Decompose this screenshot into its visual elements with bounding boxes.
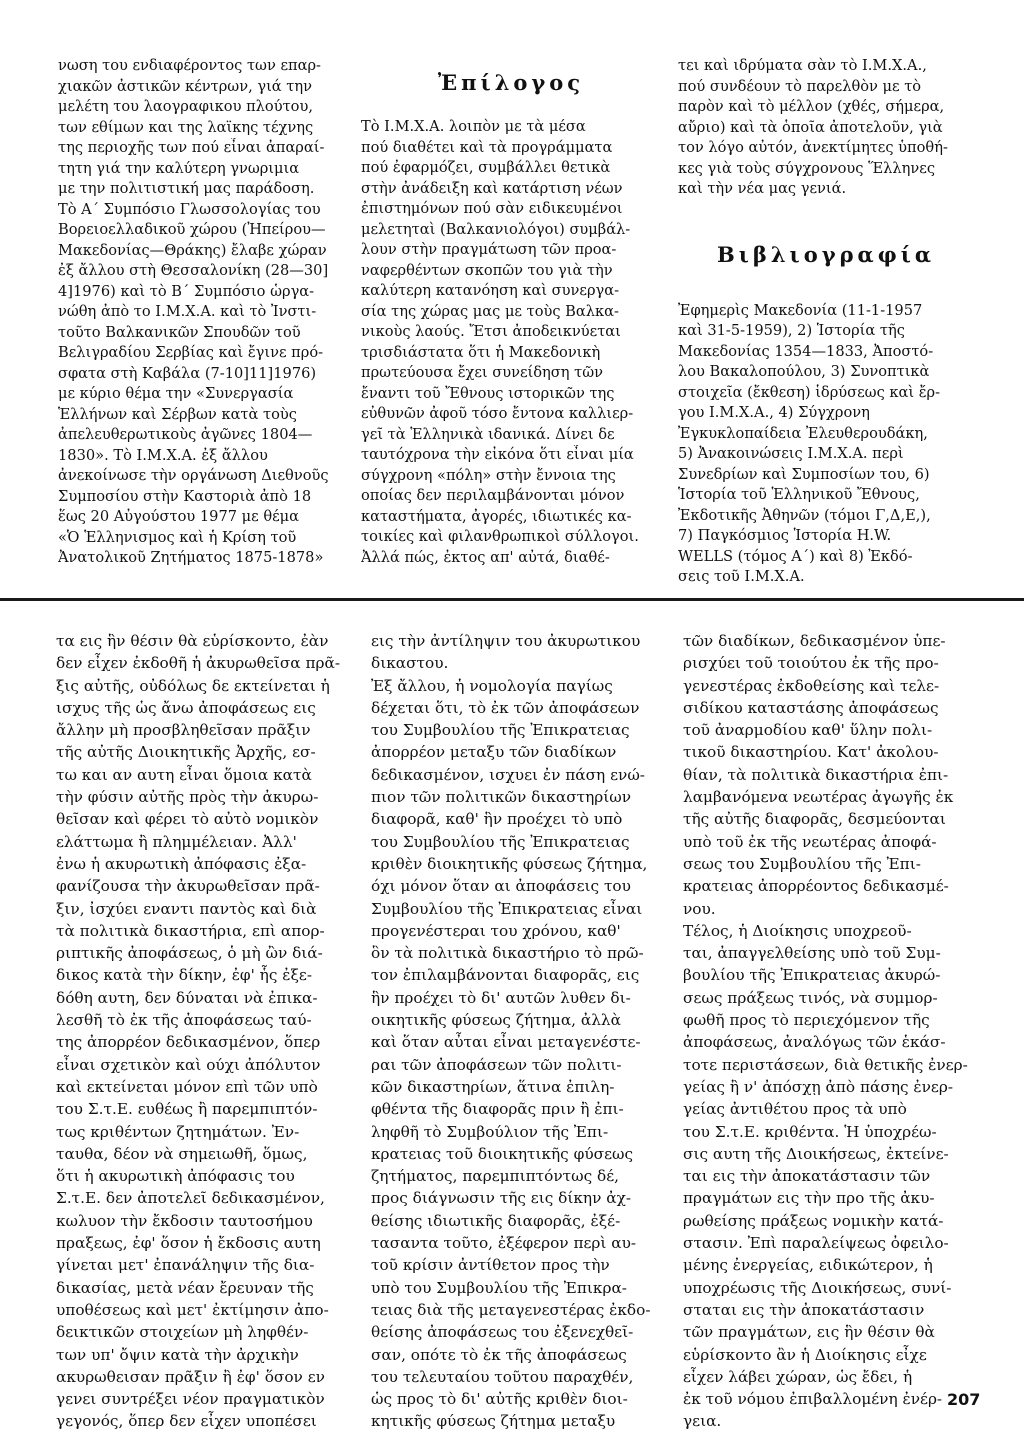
text-line: Τὸ Ι.Μ.Χ.Α. λοιπὸν με τὰ μέσα <box>361 118 586 135</box>
text-line: του Συμβουλίου τῆς Ἐπικρατειας <box>371 721 630 740</box>
text-line: με κύριο θέμα την «Συνεργασία <box>58 385 294 402</box>
text-line: λαμβανόμενα νεωτέρας ἀγωγῆς ἐκ <box>683 788 954 807</box>
text-line: ξιν, ἰσχύει εναντι παντὸς καὶ διὰ <box>56 899 317 918</box>
text-line: των εθίμων και της λαϊκης τέχνης <box>58 118 314 136</box>
text-line: Ἐφημερὶς Μακεδονία (11-1-1957 <box>678 301 923 319</box>
text-line: Συμποσίου στὴν Καστοριὰ ἀπὸ 18 <box>58 487 312 505</box>
text-line: γείας ἀντιθέτου προς τὰ υπὸ <box>683 1100 907 1119</box>
text-line: τω και αν αυτη εἶναι ὅμοια κατὰ <box>56 765 312 784</box>
epilogue-continuation <box>678 56 974 200</box>
text-line: ἐπιστημόνων πού σὰν ειδικευμένοι <box>361 200 623 217</box>
epilogue-heading: Ἐπίλογος <box>437 70 585 95</box>
text-line: Μακεδονίας—Θράκης) ἔλαβε χώραν <box>58 241 327 259</box>
top-column-1 <box>58 56 343 569</box>
text-line: της ἀπορρέον δεδικασμένον, ὅπερ <box>56 1033 321 1052</box>
text-line: εὐθυνῶν ἀφοῦ τόσο ἔντονα καλλιερ- <box>361 405 634 422</box>
text-line: πού συνδέουν τὸ παρελθὸν με τὸ <box>678 77 922 95</box>
text-line: τοῦ κρίσιν ἀντίθετον προς τὴν <box>371 1256 610 1275</box>
text-line: τοτε περιστάσεων, διὰ θετικῆς ἐνερ- <box>683 1055 968 1074</box>
text-line: δικασίας, μετὰ νέαν ἔρευναν τῆς <box>56 1278 314 1297</box>
text-line: ἐκ τοῦ νόμου ἐπιβαλλομένη ἐνέρ- <box>683 1390 943 1409</box>
text-line: μένης ἐνεργείας, ειδικώτερον, ἡ <box>683 1256 933 1275</box>
text-line: υπὸ τοῦ ἐκ τῆς νεωτέρας ἀποφά- <box>683 832 937 851</box>
text-line: στοιχεῖα (ἔκθεση) ἱδρύσεως καὶ ἔρ- <box>678 383 941 401</box>
text-line: τὴν φύσιν αὐτῆς πρὸς τὴν ἀκυρω- <box>56 788 319 807</box>
text-line: όχι μόνον ὅταν αι ἀποφάσεις του <box>371 877 631 896</box>
text-line: τῶν πραγμάτων, εις ἣν θέσιν θὰ <box>683 1323 935 1342</box>
text-line: πρωτεύουσα ἔχει συνείδηση τῶν <box>361 364 603 381</box>
text-line: Μακεδονίας 1354—1833, Ἀποστό- <box>678 342 934 360</box>
text-line: 1830». Τὸ Ι.Μ.Χ.Α. ἐξ ἄλλου <box>58 446 268 464</box>
bibliography-list <box>678 301 974 588</box>
text-line: ἕως 20 Αὐγούστου 1977 με θέμα <box>58 508 300 525</box>
text-line: εις τὴν ἀντίληψιν του ἀκυρωτικου <box>371 632 641 650</box>
text-line: δόθη αυτη, δεν δύναται νὰ ἐπικα- <box>56 988 318 1007</box>
text-line: σαν, οπότε τὸ ἐκ τῆς ἀποφάσεως <box>371 1345 627 1364</box>
text-line: ὃν τὰ πολιτικὰ δικαστήριο τὸ πρῶ- <box>371 944 644 963</box>
text-line: του Σ.τ.Ε. ευθέως ἢ παρεμπιπτόν- <box>56 1100 318 1119</box>
text-line: 5) Ἀνακοινώσεις Ι.Μ.Χ.Α. περὶ <box>678 445 904 462</box>
text-line: ξις αὐτῆς, οὐδόλως δε εκτείνεται ἡ <box>56 676 330 695</box>
text-line: θείσης ἀποφάσεως του ἐξενεχθεῖ- <box>371 1323 634 1342</box>
text-line: ἔναντι τοῦ Ἔθνους ιστορικῶν της <box>361 384 615 402</box>
text-line: τα εις ἣν θέσιν θὰ εὑρίσκοντο, ἐὰν <box>56 632 329 650</box>
text-line: γενει συντρέξει νέον πραγματικὸν <box>56 1390 325 1409</box>
text-line: καὶ 31-5-1959), 2) Ἱστορία τῆς <box>678 322 905 339</box>
text-line: ὅτι ἡ ακυρωτικὴ ἀπόφασις του <box>56 1167 295 1186</box>
text-line: αὔριο) καὶ τὰ ὁποῖα ἀποτελοῦν, γιὰ <box>678 118 943 136</box>
text-line: τοῦτο Βαλκανικῶν Σπουδῶν τοῦ <box>58 323 301 341</box>
text-line: ριπτικῆς ἀποφάσεως, ὁ μὴ ὢν διά- <box>56 944 323 963</box>
text-line: πιον τῶν πολιτικῶν δικαστηρίων <box>371 788 632 807</box>
text-line: Συμβουλίου τῆς Ἐπικρατειας εἶναι <box>371 899 643 918</box>
text-line: ρισχύει τοῦ τοιούτου ἐκ τῆς προ- <box>683 654 939 673</box>
text-line: κῶν δικαστηρίων, ἅτινα ἐπιλη- <box>371 1077 615 1096</box>
text-line: ακυρωθεισαν πρᾶξιν ἢ ἐφ' ὅσον εν <box>56 1367 325 1386</box>
text-line: Βορειοελλαδικοῦ χώρου (Ἠπείρου— <box>58 221 326 238</box>
text-line: προγενέστεραι του χρόνου, καθ' <box>371 921 621 940</box>
text-line: γεῖ τὰ Ἑλληνικὰ ιδανικά. Δίνει δε <box>361 425 615 443</box>
text-line: θεῖσαν καὶ φέρει τὸ αὐτὸ νομικὸν <box>56 810 319 829</box>
text-line: δικος κατὰ τὴν δίκην, ἐφ' ἧς ἐξε- <box>56 966 313 985</box>
text-line: Σ.τ.Ε. δεν ἀποτελεῖ δεδικασμένον, <box>56 1189 325 1208</box>
text-line: ἄλλην μὴ προσβληθεῖσαν πρᾶξιν <box>56 721 311 740</box>
text-line: νωση του ενδιαφέροντος των επαρ- <box>58 57 321 74</box>
text-line: νώθη ἀπὸ το Ι.Μ.Χ.Α. καὶ τὸ Ἰνστι- <box>58 303 317 320</box>
text-line: Ἐκδοτικῆς Ἀθηνῶν (τόμοι Γ,Δ,Ε,), <box>678 506 931 524</box>
text-line: με την πολιτιστική μας παράδοση. <box>58 180 315 197</box>
text-line: Τέλος, ἡ Διοίκησις υποχρεοῦ- <box>683 921 912 940</box>
text-line: Βελιγραδίου Σερβίας καὶ ἔγινε πρό- <box>58 344 324 361</box>
text-line: εὑρίσκοντο ἂν ἡ Διοίκησις εἶχε <box>683 1345 927 1364</box>
text-line: τει καὶ ιδρύματα σὰν τὸ Ι.Μ.Χ.Α., <box>678 57 927 74</box>
text-line: ραι τῶν ἀποφάσεων τῶν πολιτι- <box>371 1055 622 1074</box>
text-line: υποχρέωσις τῆς Διοικήσεως, συνί- <box>683 1278 952 1297</box>
text-line: ρωθείσης πράξεως νομικὴν κατά- <box>683 1211 944 1230</box>
text-line: γείας ἢ ν' ἀπόσχῃ ἀπὸ πάσης ἐνερ- <box>683 1077 954 1096</box>
text-line: υποθέσεως καὶ μετ' ἐκτίμησιν ἀπο- <box>56 1300 329 1319</box>
text-line: σιδίκου καταστάσης ἀποφάσεως <box>683 698 939 717</box>
text-line: τρισδιάστατα ὅτι ἡ Μακεδονικὴ <box>361 343 601 361</box>
text-line: Ἐξ ἄλλου, ἡ νομολογία παγίως <box>371 676 613 695</box>
text-line: Ἐγκυκλοπαίδεια Ἐλευθερουδάκη, <box>678 424 928 442</box>
text-line: καὶ τὴν νέα μας γενιά. <box>678 180 847 197</box>
page-number: 207 <box>947 1390 981 1409</box>
text-line: λου Βακαλοπούλου, 3) Συνοπτικὰ <box>678 363 930 380</box>
text-line: γενεστέρας ἐκδοθείσης καὶ τελε- <box>683 676 940 695</box>
text-line: ται, ἀπαγγελθείσης υπὸ τοῦ Συμ- <box>683 944 941 963</box>
text-line: βουλίου τῆς Ἐπικρατειας ἀκυρώ- <box>683 966 941 985</box>
text-line: οικητικῆς φύσεως ζήτημα, ἀλλὰ <box>371 1011 621 1030</box>
text-line: της περιοχῆς των πού εἶναι ἀπαραί- <box>58 139 325 156</box>
bibliography-heading: Βιβλιογραφία <box>716 241 936 267</box>
text-line: πραγμάτων εις τὴν προ τῆς ἀκυ- <box>683 1189 935 1208</box>
text-line: τασαντα τοῦτο, ἐξέφερον περὶ αυ- <box>371 1234 637 1253</box>
text-line: σία της χώρας μας με τοὺς Βαλκα- <box>361 302 619 320</box>
text-line: σεως πράξεως τινός, νὰ συμμορ- <box>683 988 938 1007</box>
text-line: πού διαθέτει καὶ τὰ προγράμματα <box>361 138 613 156</box>
text-line: υπὸ του Συμβουλίου τῆς Ἐπικρα- <box>371 1278 627 1297</box>
top-column-3 <box>678 56 974 588</box>
text-line: μελετηταὶ (Βαλκανιολόγοι) συμβάλ- <box>361 220 631 238</box>
text-line: δεδικασμένον, ισχυει ἐν πάση ενώ- <box>371 765 645 784</box>
top-column-2 <box>361 70 661 568</box>
text-line: ναφερθέντων σκοπῶν του γιὰ τὴν <box>361 261 613 279</box>
text-line: δεικτικῶν στοιχείων μὴ ληφθέν- <box>56 1323 309 1342</box>
text-line: τον ἐπιλαμβάνονται διαφορᾶς, εις <box>371 966 640 985</box>
text-line: του τελευταίου τοῦτου παραχθέν, <box>371 1367 634 1386</box>
text-line: ζητήματος, παρεμπιπτόντως δέ, <box>371 1167 619 1186</box>
text-line: ὡς προς τὸ δι' αὐτῆς κριθὲν διοι- <box>371 1390 628 1409</box>
text-line: του Συμβουλίου τῆς Ἐπικρατειας <box>371 832 630 851</box>
text-line: τοικίες καὶ φιλανθρωπικοὶ σύλλογοι. <box>361 528 639 545</box>
text-line: ἀνεκοίνωσε τὴν οργάνωση Διεθνοῦς <box>58 467 329 484</box>
text-line: γεγονός, ὅπερ δεν εἶχεν υποπέσει <box>56 1412 317 1431</box>
text-line: 7) Παγκόσμιος Ἱστορία H.W. <box>678 527 892 544</box>
text-line: θείσης ιδιωτικῆς διαφορᾶς, ἐξέ- <box>371 1211 621 1230</box>
text-line: οποίας δεν περιλαμβάνονται μόνον <box>361 487 625 504</box>
text-line: τῆς αὐτῆς διαφορᾶς, δεσμεύονται <box>683 810 946 829</box>
text-line: τως κριθέντων ζητημάτων. Ἐν- <box>56 1122 300 1141</box>
text-line: 4]1976) καὶ τὸ Β΄ Συμπόσιο ὡργα- <box>58 282 315 300</box>
text-line: γεια. <box>683 1412 722 1431</box>
text-line: Ἀνατολικοῦ Ζητήματος 1875-1878» <box>58 549 324 566</box>
text-line: σεως του Συμβουλίου τῆς Ἐπι- <box>683 854 921 873</box>
text-line: θίαν, τὰ πολιτικὰ δικαστήρια ἐπι- <box>683 765 949 784</box>
text-line: τὰ πολιτικὰ δικαστήρια, επὶ απορ- <box>56 921 325 940</box>
text-line: κωλυον τὴν ἔκδοσιν ταυτοσήμου <box>56 1211 313 1230</box>
text-line: μελέτη του λαογραφικου πλούτου, <box>58 98 313 115</box>
text-line: «Ὁ Ἑλληνισμος καὶ ἡ Κρίση τοῦ <box>58 528 297 546</box>
text-line: ἐνω ἡ ακυρωτικὴ ἀπόφασις ἐξα- <box>56 854 307 873</box>
text-line: καταστήματα, ἀγορές, ιδιωτικές κα- <box>361 507 632 525</box>
text-line: ελάττωμα ἢ πλημμέλειαν. Ἀλλ' <box>56 832 297 851</box>
text-line: στὴν ἀνάδειξη καὶ κατάρτιση νέων <box>361 179 623 197</box>
text-line: ἀπελευθερωτικοὺς ἀγῶνες 1804— <box>58 426 313 443</box>
text-line: σις αυτη τῆς Διοικήσεως, ἐκτείνε- <box>683 1144 949 1163</box>
text-line: ται εις τὴν ἀποκατάστασιν τῶν <box>683 1167 931 1186</box>
bottom-column-2 <box>371 630 671 1433</box>
text-line: σεις τοῦ Ι.Μ.Χ.Α. <box>678 568 805 585</box>
text-line: των υπ' ὄψιν κατὰ τὴν ἀρχικὴν <box>56 1345 299 1364</box>
epilogue-text <box>361 117 661 568</box>
text-line: Συνεδρίων καὶ Συμποσίων του, 6) <box>678 465 930 483</box>
text-line: τον λόγο αὐτόν, ἀνεκτίμητες ὑποθή- <box>678 139 948 156</box>
text-line: ἀποφάσεως, ἀναλόγως τῶν ἑκάσ- <box>683 1033 946 1052</box>
text-line: του Σ.τ.Ε. κριθέντα. Ἡ ὑποχρέω- <box>683 1122 937 1141</box>
text-line: τικοῦ δικαστηρίου. Κατ' ἀκολου- <box>683 743 939 762</box>
text-line: κρατειας τοῦ διοικητικῆς φύσεως <box>371 1144 634 1163</box>
text-line: προς διάγνωσιν τῆς εις δίκην ἀχ- <box>371 1189 632 1208</box>
text-line: φωθῆ προς τὸ περιεχόμενον τῆς <box>683 1011 930 1030</box>
text-line: ληφθῆ τὸ Συμβούλιον τῆς Ἐπι- <box>371 1122 609 1141</box>
text-line: Τὸ Α΄ Συμπόσιο Γλωσσολογίας του <box>58 200 321 218</box>
text-line: κριθὲν διοικητικῆς φύσεως ζήτημα, <box>371 854 648 873</box>
text-line: λουν στὴν πραγμάτωση τῶν προα- <box>361 241 617 258</box>
text-line: ἐξ ἄλλου στὴ Θεσσαλονίκη (28—30] <box>58 262 329 279</box>
bottom-column-1 <box>56 630 356 1433</box>
text-line: καὶ ὅταν αὖται εἶναι μεταγενέστε- <box>371 1033 641 1052</box>
text-line: Ἑλλήνων καὶ Σέρβων κατὰ τοὺς <box>58 405 297 423</box>
text-line: πραξεως, ἐφ' ὅσον ἡ ἔκδοσις αυτη <box>56 1234 321 1253</box>
text-line: ἣν προέχει τὸ δι' αυτῶν λυθεν δι- <box>371 988 631 1007</box>
text-line: διαφορᾶ, καθ' ἣν προέχει τὸ υπὸ <box>371 810 623 829</box>
text-line: γου Ι.Μ.Χ.Α., 4) Σύγχρονη <box>678 404 870 421</box>
text-line: ισχυς τῆς ὡς ἄνω ἀποφάσεως εις <box>56 698 316 717</box>
text-line: κρατειας ἀπορρέοντος δεδικασμέ- <box>683 877 949 896</box>
text-line: φθέντα τῆς διαφορᾶς πριν ἢ ἐπι- <box>371 1100 624 1119</box>
text-line: φανίζουσα τὴν ἀκυρωθεῖσαν πρᾶ- <box>56 877 320 896</box>
text-line: εἶχεν λάβει χώραν, ὡς ἔδει, ἡ <box>683 1367 913 1386</box>
text-line: παρὸν καὶ τὸ μέλλον (χθές, σήμερα, <box>678 98 945 115</box>
text-line: σύγχρονη «πόλη» στὴν ἔννοια της <box>361 466 616 484</box>
text-line: νικοὺς λαούς. Ἔτσι ἀποδεικνύεται <box>361 323 621 340</box>
bottom-column-3 <box>683 630 983 1433</box>
text-line: κες γιὰ τοὺς σύγχρονους Ἕλληνες <box>678 159 936 177</box>
text-line: σφατα στὴ Καβάλα (7-10]11]1976) <box>58 364 317 382</box>
text-line: Ἀλλά πώς, ἐκτος απ' αὐτά, διαθέ- <box>361 548 610 566</box>
text-line: ταυτόχρονα τὴν εἰκόνα ὅτι εἶναι μία <box>361 446 634 463</box>
text-line: τῆς αὐτῆς Διοικητικῆς Ἀρχῆς, εσ- <box>56 743 316 762</box>
text-line: χιακῶν ἀστικῶν κέντρων, γιά την <box>58 77 312 95</box>
text-line: σταται εις τὴν ἀποκατάστασιν <box>683 1300 925 1319</box>
text-line: τητη γιά την καλύτερη γνωριμια <box>58 159 300 177</box>
text-line: νου. <box>683 899 716 918</box>
text-line: καὶ εκτείνεται μόνον επὶ τῶν υπὸ <box>56 1077 318 1096</box>
text-line: εἶναι σχετικὸν καὶ ούχι ἀπόλυτον <box>56 1055 321 1074</box>
text-line: κητικῆς φύσεως ζήτημα μεταξυ <box>371 1412 616 1431</box>
text-line: δεν εἶχεν ἐκδοθῆ ἡ ἀκυρωθεῖσα πρᾶ- <box>56 654 340 673</box>
text-line: καλύτερη κατανόηση καὶ συνεργα- <box>361 282 620 299</box>
text-line: γίνεται μετ' ἐπανάληψιν τῆς δια- <box>56 1256 315 1275</box>
text-line: λεσθῆ τὸ ἐκ τῆς ἀποφάσεως ταύ- <box>56 1011 312 1030</box>
text-line: ταυθα, δέον νὰ σημειωθῆ, ὅμως, <box>56 1144 308 1163</box>
text-line: WELLS (τόμος Α΄) καὶ 8) Ἐκδό- <box>678 547 913 565</box>
text-line: ἀπορρέον μεταξυ τῶν διαδίκων <box>371 743 617 762</box>
text-line: Ἱστορία τοῦ Ἑλληνικοῦ Ἔθνους, <box>678 486 920 503</box>
text-line: τοῦ ἀναρμοδίου καθ' ὕλην πολι- <box>683 721 933 740</box>
text-line: πού ἐφαρμόζει, συμβάλλει θετικὰ <box>361 159 611 176</box>
text-line: τῶν διαδίκων, δεδικασμένον ὑπε- <box>683 632 946 650</box>
section-divider <box>0 598 1024 601</box>
text-line: δέχεται ὅτι, τὸ ἐκ τῶν ἀποφάσεων <box>371 698 640 717</box>
text-line: δικαστου. <box>371 654 449 673</box>
text-line: στασιν. Ἐπὶ παραλείψεως ὀφειλο- <box>683 1234 949 1253</box>
text-line: τειας διὰ τῆς μεταγενεστέρας ἐκδο- <box>371 1300 651 1319</box>
